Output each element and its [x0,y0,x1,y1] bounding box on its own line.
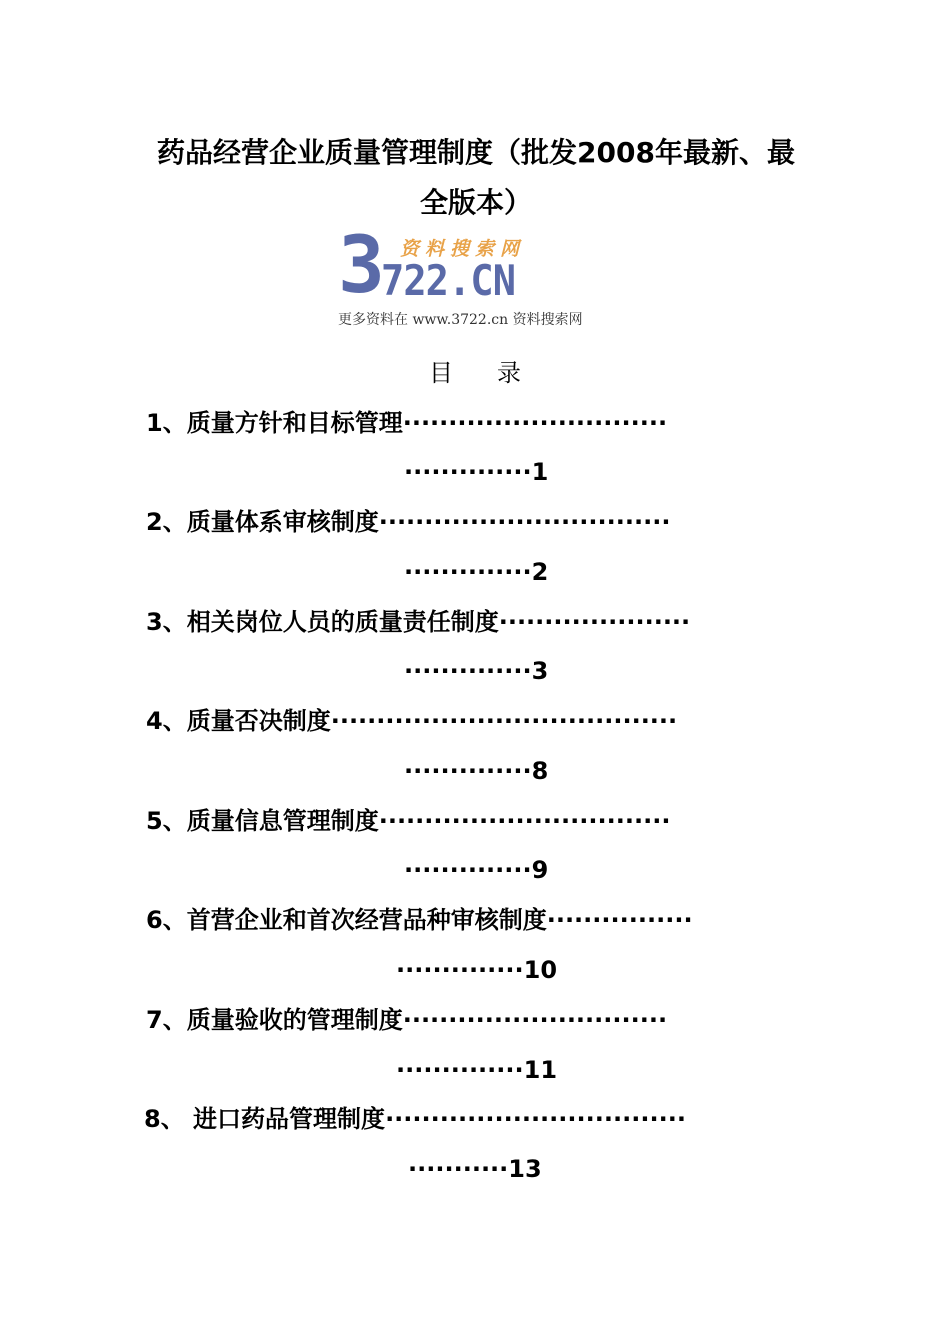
toc-entry-label: 6、首营企业和首次经营品种审核制度 [146,906,547,934]
logo-tagline: 更多资料在 www.3722.cn 资料搜索网 [338,312,583,328]
toc-leader-dots: ·············· [404,657,532,685]
toc-entry-continuation [408,1151,542,1187]
toc-entry-continuation [404,753,548,789]
toc-page-number: 13 [508,1155,542,1183]
toc-page-number: 11 [523,1056,558,1084]
toc-entry[interactable] [146,405,806,441]
toc-leader-dots: ·············· [404,558,532,586]
document-title [140,128,812,228]
toc-leader-dots: ·············· [404,757,532,785]
toc-entry-label: 5、质量信息管理制度 [146,807,379,835]
toc-entry[interactable] [146,803,806,839]
toc-leader-dots: ··········· [408,1155,509,1183]
logo-chinese-name: 资料搜索网 [400,238,526,260]
toc-entry[interactable] [144,1101,808,1137]
toc-entry-label: 3、相关岗位人员的质量责任制度 [146,608,499,636]
toc-page-number: 2 [531,558,549,586]
toc-leader-dots: ················ [546,906,693,934]
toc-leader-dots: ································ [378,508,671,536]
toc-page-number: 3 [531,657,549,685]
toc-entry-continuation [404,653,548,689]
toc-page-number: 9 [531,856,549,884]
toc-entry-continuation [404,554,548,590]
toc-entry-label: 1、质量方针和目标管理 [146,409,403,437]
toc-leader-dots: ································· [385,1105,686,1133]
toc-entry-label: 4、质量否决制度 [146,707,331,735]
toc-entry-continuation [396,952,557,988]
toc-page-number: 8 [531,757,549,785]
toc-entry-continuation [404,454,548,490]
logo-brand-text: 722.CN [380,256,516,305]
toc-entry-continuation [396,1052,557,1088]
toc-heading [0,355,950,391]
toc-entry[interactable] [146,1002,806,1038]
toc-entry-label: 2、质量体系审核制度 [146,508,379,536]
toc-entry-label: 8、 进口药品管理制度 [144,1105,386,1133]
title-line-1: 药品经营企业质量管理制度（批发2008年最新、最 [157,136,795,169]
toc-leader-dots: ································ [378,807,671,835]
toc-page-number: 1 [531,458,549,486]
toc-heading-right: 录 [497,359,521,387]
toc-leader-dots: ······································ [330,707,678,735]
toc-entry[interactable] [146,902,806,938]
toc-leader-dots: ·············· [396,1056,524,1084]
toc-leader-dots: ····························· [402,409,668,437]
toc-entry-label: 7、质量验收的管理制度 [146,1006,403,1034]
toc-heading-left: 目 [429,359,453,387]
toc-leader-dots: ·············· [396,956,524,984]
toc-leader-dots: ····························· [402,1006,668,1034]
toc-entry-continuation [404,852,548,888]
toc-page-number: 10 [523,956,558,984]
toc-leader-dots: ·············· [404,856,532,884]
toc-entry[interactable] [146,504,806,540]
title-line-2: 全版本） [419,186,532,219]
logo-number: 3 [338,221,381,311]
toc-leader-dots: ····················· [498,608,691,636]
toc-leader-dots: ·············· [404,458,532,486]
toc-entry[interactable] [146,604,806,640]
toc-entry[interactable] [146,703,806,739]
